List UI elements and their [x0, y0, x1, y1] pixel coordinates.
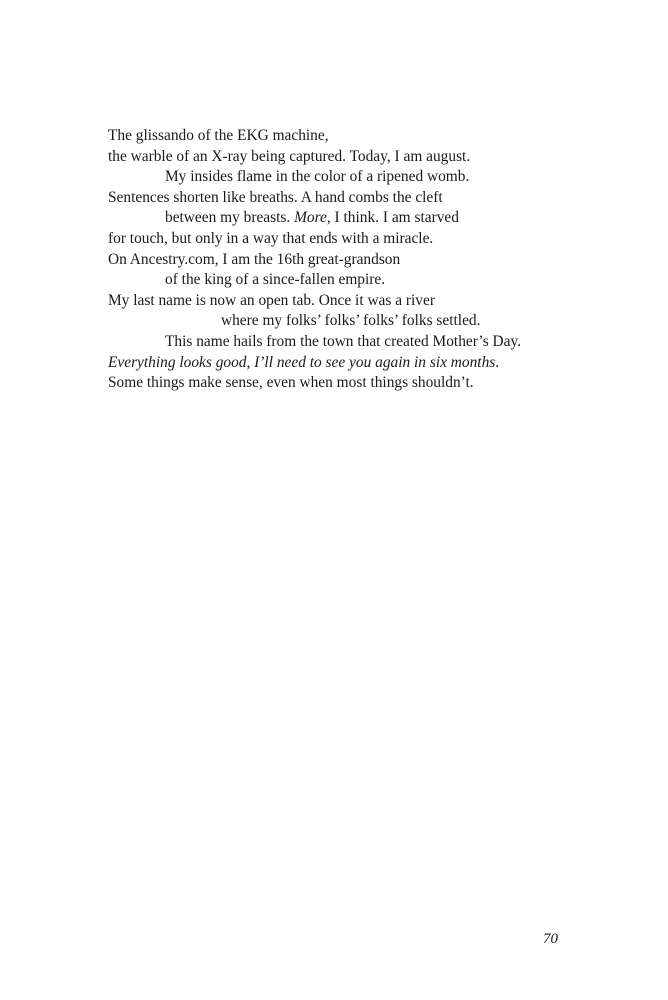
poem-line — [108, 126, 588, 147]
poem-line — [108, 373, 588, 394]
line-text: This name hails from the town that created Mother’s Day. — [165, 332, 522, 350]
poem-line-indented — [108, 270, 588, 291]
poem-line — [108, 188, 588, 209]
poem-line-indented — [108, 208, 588, 229]
poem-line-indented — [108, 167, 588, 188]
poem-line — [108, 353, 588, 374]
line-text: The glissando of the EKG machine, — [108, 127, 329, 144]
line-text: for touch, but only in a way that ends with a miracle. — [108, 229, 434, 247]
line-text: Sentences shorten like breaths. A hand combs the cleft — [108, 188, 443, 206]
line-text-italic: Everything looks good, I’ll need to see you again in six months — [108, 353, 496, 371]
poem-body — [108, 126, 588, 394]
line-text: of the king of a since-fallen empire. — [165, 271, 386, 289]
poem-line-indented-deep — [108, 311, 588, 332]
line-text: , I think. I am starved — [326, 209, 459, 227]
line-text: . — [495, 353, 500, 371]
line-text: My last name is now an open tab. Once it was a river — [108, 291, 435, 309]
poem-line-indented — [108, 332, 588, 353]
poem-line — [108, 250, 588, 271]
poem-line — [108, 229, 588, 250]
line-text: where my folks’ folks’ folks’ folks settled. — [221, 312, 481, 330]
line-text: On Ancestry.com, I am the 16th great-grandson — [108, 250, 401, 268]
poem-line — [108, 147, 588, 168]
line-text-italic: More — [294, 209, 327, 227]
page-number: 70 — [543, 931, 558, 947]
line-text: My insides flame in the color of a ripened womb. — [165, 168, 470, 186]
line-text: between my breasts. — [165, 209, 295, 227]
line-text: the warble of an X-ray being captured. Today, I am august. — [108, 147, 471, 165]
poem-line — [108, 291, 588, 312]
line-text: Some things make sense, even when most things shouldn’t. — [108, 374, 474, 392]
